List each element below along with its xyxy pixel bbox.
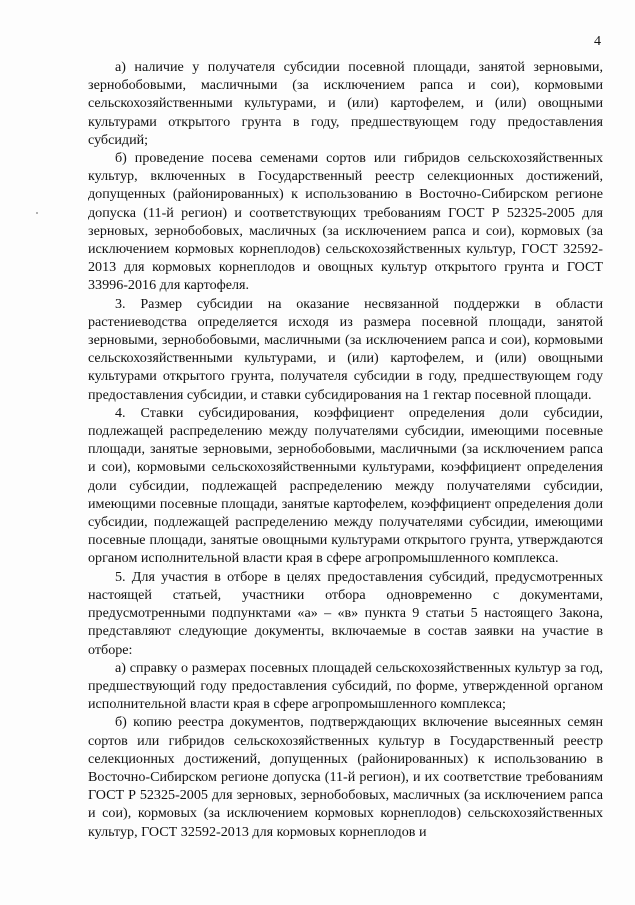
scan-speck	[36, 212, 38, 214]
paragraph-clause-5: 5. Для участия в отборе в целях предоставления субсидий, предусмотренных настоящей статьей, участники отбора одновременно с документами, предусмотренными подпунктами «а» – «в» пункта 9 статьи 5 настоящего Закона, представляют следующие документы, включаемые в состав заявки на участие в отборе:	[88, 568, 603, 658]
page-number: 4	[594, 34, 601, 49]
document-body	[88, 58, 603, 841]
paragraph-clause-3: 3. Размер субсидии на оказание несвязанной поддержки в области растениеводства определяется исходя из размера посевной площади, занятой зерновыми, зернобобовыми, масличными (за исключением рапса и сои), кормовыми сельскохозяйственными культурами, и (или) картофелем, и (или) овощными культурами открытого грунта, получателя субсидии в году, предшествующем году предоставления субсидии, и ставки субсидирования на 1 гектар посевной площади.	[88, 295, 603, 403]
paragraph-subitem-a: а) наличие у получателя субсидии посевной площади, занятой зерновыми, зернобобовыми, масличными (за исключением рапса и сои), кормовыми сельскохозяйственными культурами, и (или) картофелем, и (или) овощными культурами открытого грунта в году, предшествующем году предоставления субсидий;	[88, 59, 603, 148]
paragraph-clause-4: 4. Ставки субсидирования, коэффициент определения доли субсидии, подлежащей распределению между получателями субсидии, имеющими посевные площади, занятые зерновыми, зернобобовыми, масличными (за исключением рапса и сои), кормовыми сельскохозяйственными культурами, коэффициент определения доли субсидии, подлежащей распределению между получателями субсидии, имеющими посевные площади, занятые картофелем, коэффициент определения доли субсидии, подлежащей распределению между получателями субсидии, имеющими посевные площади, занятые овощными культурами открытого грунта, утверждаются органом исполнительной власти края в сфере агропромышленного комплекса.	[88, 404, 603, 567]
paragraph-subitem-b: б) проведение посева семенами сортов или гибридов сельскохозяйственных культур, включенных в Государственный реестр селекционных достижений, допущенных (районированных) к использованию в Восточно-Сибирском регионе допуска (11-й регион) и соответствующих требованиям ГОСТ Р 52325-2005 для зерновых, зернобобовых, масличных (за исключением рапса и сои), кормовых (за исключением кормовых корнеплодов) сельскохозяйственных культур, ГОСТ 32592-2013 для кормовых корнеплодов и овощных культур открытого грунта и ГОСТ 33996-2016 для картофеля.	[88, 150, 603, 294]
paragraph-clause-5-item-a: а) справку о размерах посевных площадей сельскохозяйственных культур за год, предшествующий году предоставления субсидий, по форме, утвержденной органом исполнительной власти края в сфере агропромышленного комплекса;	[88, 659, 603, 713]
paragraph-clause-5-item-b: б) копию реестра документов, подтверждающих включение высеянных семян сортов или гибридов сельскохозяйственных культур в Государственный реестр селекционных достижений, допущенных (районированных) к использованию в Восточно-Сибирском регионе допуска (11-й регион), и их соответствие требованиям ГОСТ Р 52325-2005 для зерновых, зернобобовых, масличных (за исключением рапса и сои), кормовых (за исключением кормовых корнеплодов) сельскохозяйственных культур, ГОСТ 32592-2013 для кормовых корнеплодов и	[88, 714, 603, 840]
